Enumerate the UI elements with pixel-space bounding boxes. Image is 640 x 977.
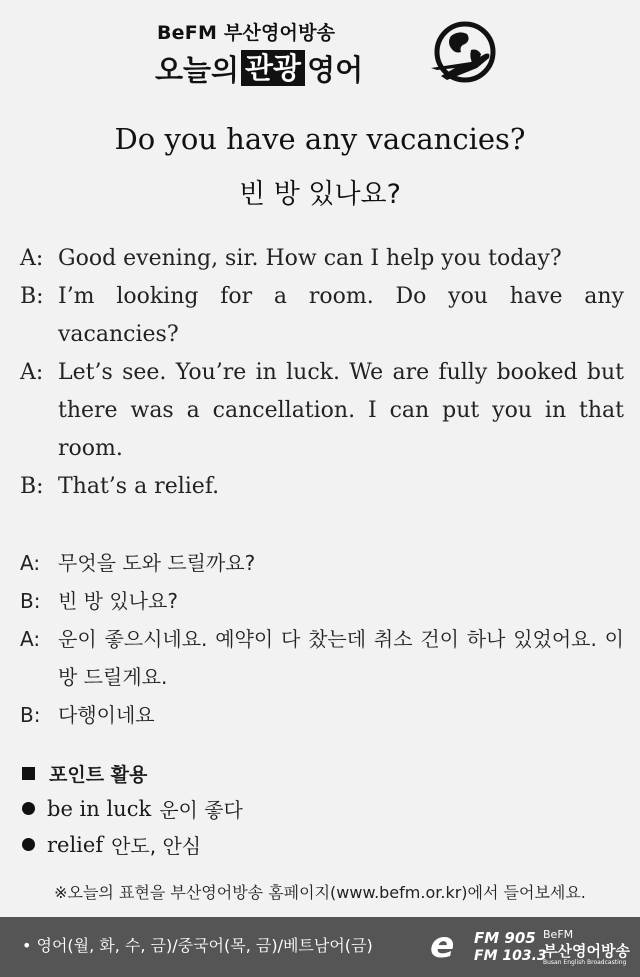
dialogue-line xyxy=(20,468,624,506)
frequency-primary: FM 905 xyxy=(474,929,536,947)
dialogue-line xyxy=(20,240,624,278)
title-boxed: 관광 xyxy=(241,50,305,86)
speaker-label: B: xyxy=(20,284,44,309)
dialogue-line xyxy=(20,620,624,696)
speaker-label: A: xyxy=(20,360,44,385)
dialogue-korean xyxy=(20,544,624,734)
logo-brand-small: BeFM xyxy=(543,928,574,941)
dialogue-line xyxy=(20,696,624,734)
point-item xyxy=(22,794,243,823)
globe-plane-icon xyxy=(425,16,501,92)
point-heading xyxy=(22,760,147,787)
speaker-label: A: xyxy=(20,627,41,651)
point-english: relief xyxy=(47,832,104,857)
point-korean: 운이 좋다 xyxy=(159,798,243,822)
dialogue-text: 다행이네요 xyxy=(58,703,155,727)
speaker-label: B: xyxy=(20,474,44,499)
bullet-icon xyxy=(22,838,35,851)
logo-e-icon: e xyxy=(430,925,455,966)
dialogue-text: 빈 방 있나요? xyxy=(58,589,178,613)
dialogue-english xyxy=(20,240,624,506)
title-post: 영어 xyxy=(307,52,364,87)
point-english: be in luck xyxy=(47,796,152,821)
dialogue-text: That’s a relief. xyxy=(58,474,220,499)
dialogue-line xyxy=(20,278,624,354)
dialogue-text: I’m looking for a room. Do you have any vacancies? xyxy=(58,284,624,347)
square-bullet-icon xyxy=(22,767,35,780)
dialogue-text: 무엇을 도와 드릴까요? xyxy=(58,551,256,575)
point-korean: 안도, 안심 xyxy=(111,834,202,858)
headline-english: Do you have any vacancies? xyxy=(114,122,526,156)
dialogue-line xyxy=(20,582,624,620)
program-title xyxy=(155,48,363,88)
header xyxy=(0,0,640,100)
footer-bar xyxy=(0,917,640,977)
broadcast-schedule: • 영어(월, 화, 수, 금)/중국어(목, 금)/베트남어(금) xyxy=(22,936,373,955)
frequency-secondary: FM 103.3 xyxy=(474,948,547,964)
speaker-label: A: xyxy=(20,551,41,575)
point-heading-text: 포인트 활용 xyxy=(49,764,148,786)
dialogue-line xyxy=(20,544,624,582)
brand-name: BeFM 부산영어방송 xyxy=(157,22,336,44)
dialogue-text: 운이 좋으시네요. 예약이 다 찼는데 취소 건이 하나 있었어요. 이 방 드릴게요. xyxy=(58,627,624,689)
website-note: ※오늘의 표현을 부산영어방송 홈페이지(www.befm.or.kr)에서 들어보세요. xyxy=(54,883,586,902)
logo-subtitle: Busan English Broadcasting xyxy=(543,959,627,966)
speaker-label: B: xyxy=(20,703,41,727)
dialogue-text: Good evening, sir. How can I help you today? xyxy=(58,246,562,271)
logo-brand: 부산영어방송 xyxy=(543,942,630,960)
point-item xyxy=(22,830,201,859)
headline-korean: 빈 방 있나요? xyxy=(239,179,401,210)
title-pre: 오늘의 xyxy=(155,52,240,87)
befm-logo xyxy=(428,927,633,969)
speaker-label: A: xyxy=(20,246,44,271)
bullet-icon xyxy=(22,802,35,815)
speaker-label: B: xyxy=(20,589,41,613)
dialogue-line xyxy=(20,354,624,468)
dialogue-text: Let’s see. You’re in luck. We are fully booked but there was a cancellation. I can put you in that room. xyxy=(58,360,624,461)
